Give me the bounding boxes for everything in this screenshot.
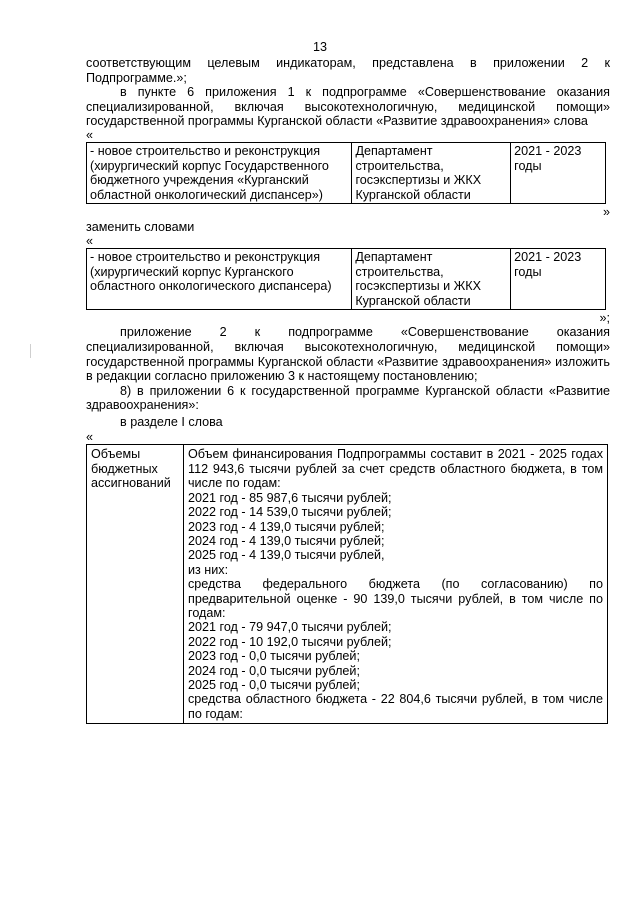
open-quote-2: « xyxy=(86,233,94,248)
year-line: 2024 год - 4 139,0 тысячи рублей; xyxy=(188,533,385,548)
open-quote-3: « xyxy=(86,430,94,445)
financing-intro: Объем финансирования Подпрограммы составит в 2021 - 2025 годах 112 943,6 тысячи рублей за счет средств областного бюджета, в том числе по годам: xyxy=(188,447,603,491)
table-new-wording xyxy=(86,248,606,310)
margin-mark xyxy=(30,344,31,358)
financing-table xyxy=(86,444,608,724)
table2-cell-executor: Департамент строительства, госэкспертизы и ЖКХ Курганской области xyxy=(352,248,511,309)
year-line: 2022 год - 14 539,0 тысячи рублей; xyxy=(188,505,392,520)
table-row xyxy=(87,248,606,309)
page-number: 13 xyxy=(312,40,327,54)
regional-funds: средства областного бюджета - 22 804,6 тысячи рублей, в том числе по годам: xyxy=(188,692,603,721)
year-line: 2023 год - 4 139,0 тысячи рублей; xyxy=(188,519,385,534)
paragraph-1: соответствующим целевым индикаторам, представлена в приложении 2 к Подпрограмме.»; xyxy=(86,56,610,85)
financing-label: Объемы бюджетных ассигнований xyxy=(87,445,184,724)
table-row xyxy=(87,142,606,203)
paragraph-3: приложение 2 к подпрограмме «Совершенствование оказания специализированной, включая высокотехнологичную, медицинской помощи» государственной программы Курганской области «Развитие здравоохранения» изложить в редакции согласно приложению 3 к настоящему постановлению; xyxy=(86,325,610,384)
year-line: 2025 год - 4 139,0 тысячи рублей, xyxy=(188,548,385,563)
paragraph-4: 8) в приложении 6 к государственной программе Курганской области «Развитие здравоохранения»: xyxy=(86,383,610,413)
table1-cell-period: 2021 - 2023 годы xyxy=(511,142,606,203)
table2-cell-period: 2021 - 2023 годы xyxy=(511,248,606,309)
federal-funds: средства федерального бюджета (по согласованию) по предварительной оценке - 90 139,0 тысячи рублей, в том числе по годам: xyxy=(188,577,603,620)
year-line: 2021 год - 85 987,6 тысячи рублей; xyxy=(188,490,392,505)
table-old-wording xyxy=(86,142,606,204)
paragraph-2: в пункте 6 приложения 1 к подпрограмме «Совершенствование оказания специализированной, включая высокотехнологичную, медицинской помощи» государственной программы Курганской области «Развитие здравоохранения» слова xyxy=(86,85,610,129)
close-quote-1: » xyxy=(602,205,610,220)
document-body xyxy=(86,56,610,724)
year-line: 2025 год - 0,0 тысячи рублей; xyxy=(188,677,360,692)
table1-cell-object: - новое строительство и реконструкция (хирургический корпус Государственного бюджетного учреждения «Курганский областной онкологический диспансер») xyxy=(87,142,352,203)
table-row xyxy=(87,445,608,724)
table2-cell-object: - новое строительство и реконструкция (хирургический корпус Курганского областного онкологического диспансера) xyxy=(87,248,352,309)
close-quote-2: »; xyxy=(599,311,610,326)
year-line: 2023 год - 0,0 тысячи рублей; xyxy=(188,649,360,664)
of-them-label: из них: xyxy=(188,562,229,577)
replace-words: заменить словами xyxy=(86,220,195,235)
year-line: 2021 год - 79 947,0 тысячи рублей; xyxy=(188,620,392,635)
financing-details xyxy=(184,445,608,724)
year-line: 2022 год - 10 192,0 тысячи рублей; xyxy=(188,634,392,649)
open-quote-1: « xyxy=(86,127,94,142)
year-line: 2024 год - 0,0 тысячи рублей; xyxy=(188,663,360,678)
paragraph-5: в разделе I слова xyxy=(120,414,223,429)
table1-cell-executor: Департамент строительства, госэкспертизы и ЖКХ Курганской области xyxy=(352,142,511,203)
